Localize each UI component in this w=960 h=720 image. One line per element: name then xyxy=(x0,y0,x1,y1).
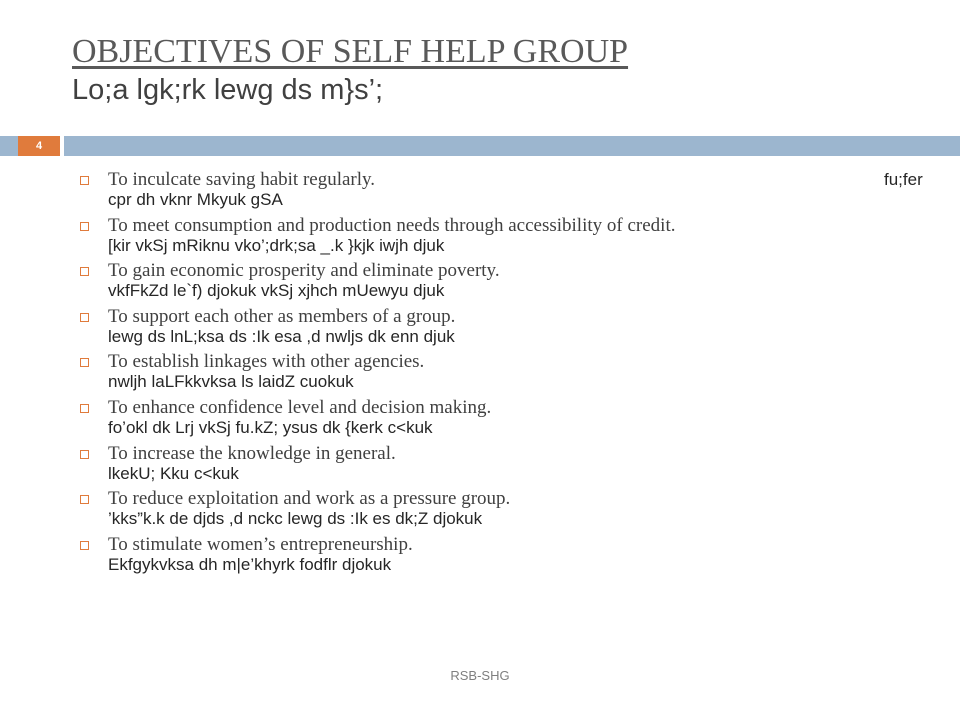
list-item xyxy=(72,398,932,438)
square-bullet-icon xyxy=(80,541,89,550)
slide-title xyxy=(72,32,932,108)
list-item xyxy=(72,352,932,392)
square-bullet-icon xyxy=(80,404,89,413)
list-item xyxy=(72,216,932,256)
square-bullet-icon xyxy=(80,450,89,459)
slide-number: 4 xyxy=(18,136,60,156)
list-item xyxy=(72,261,932,301)
objective-english: To support each other as members of a group. xyxy=(108,305,456,327)
objective-english: To reduce exploitation and work as a pressure group. xyxy=(108,488,511,510)
list-item xyxy=(72,170,932,210)
objective-hindi: fo’okl dk Lrj vkSj fu.kZ; ysus dk {kerk c<kuk xyxy=(108,417,433,437)
list-item xyxy=(72,307,932,347)
objective-english: To inculcate saving habit regularly. xyxy=(108,169,376,190)
square-bullet-icon xyxy=(80,267,89,276)
square-bullet-icon xyxy=(80,222,89,231)
list-item xyxy=(72,444,932,484)
objective-english: To enhance confidence level and decision making. xyxy=(108,396,492,418)
header-band-right xyxy=(64,136,960,156)
objective-english: To increase the knowledge in general. xyxy=(108,442,396,464)
objectives-list xyxy=(72,170,932,580)
objective-english: To stimulate women’s entrepreneurship. xyxy=(108,533,413,555)
objective-english: To establish linkages with other agencies. xyxy=(108,351,425,373)
title-english: OBJECTIVES OF SELF HELP GROUP xyxy=(72,33,629,70)
footer-text: RSB-SHG xyxy=(450,668,510,683)
list-item xyxy=(72,489,932,529)
objective-hindi-right: fu;fer xyxy=(884,170,923,189)
objective-english: To gain economic prosperity and eliminate poverty. xyxy=(108,260,500,282)
square-bullet-icon xyxy=(80,313,89,322)
objective-hindi: ’kks”k.k de djds ,d nckc lewg ds :Ik es dk;Z djokuk xyxy=(108,509,483,529)
objective-hindi: [kir vkSj mRiknu vko’;drk;sa _.k }kjk iwjh djuk xyxy=(108,235,445,255)
square-bullet-icon xyxy=(80,495,89,504)
objective-hindi: vkfFkZd le`f) djokuk vkSj xjhch mUewyu djuk xyxy=(108,281,445,301)
square-bullet-icon xyxy=(80,176,89,185)
list-item xyxy=(72,535,932,575)
square-bullet-icon xyxy=(80,358,89,367)
objective-hindi: nwljh laLFkkvksa ls laidZ cuokuk xyxy=(108,372,354,392)
objective-hindi: lkekU; Kku c<kuk xyxy=(108,463,239,483)
header-band-left xyxy=(0,136,18,156)
objective-hindi: cpr dh vknr Mkyuk gSA xyxy=(108,190,283,209)
objective-english: To meet consumption and production needs through accessibility of credit. xyxy=(108,214,676,236)
title-hindi: Lo;a lgk;rk lewg ds m}s’; xyxy=(72,74,384,106)
objective-hindi: lewg ds lnL;ksa ds :Ik esa ,d nwljs dk enn djuk xyxy=(108,326,455,346)
objective-hindi: Ekfgykvksa dh m|e’khyrk fodflr djokuk xyxy=(108,554,392,574)
